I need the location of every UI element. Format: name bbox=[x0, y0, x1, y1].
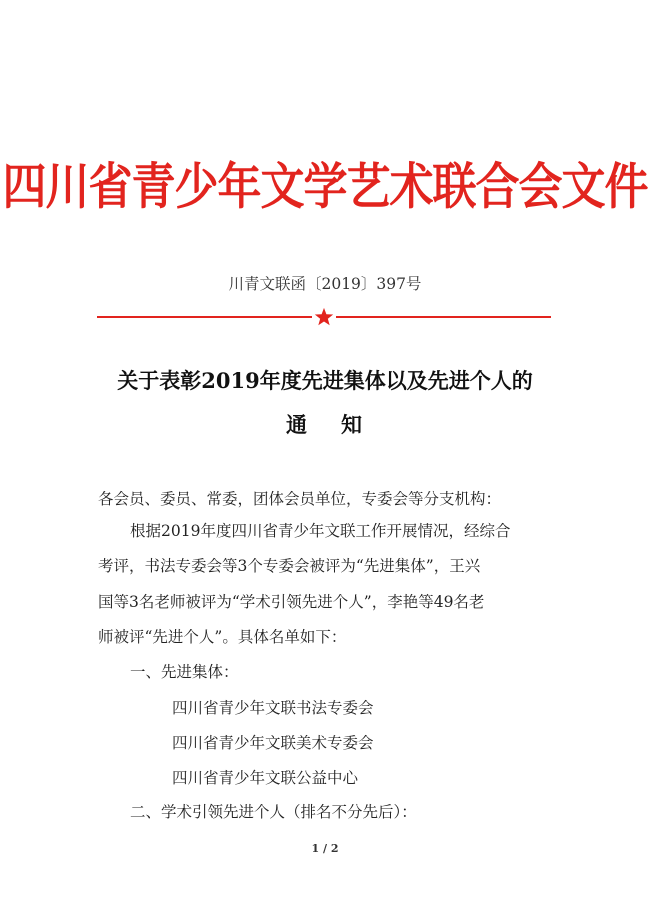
issuer-masthead: 四川省青少年文学艺术联合会文件 bbox=[2, 158, 648, 216]
section-heading-academic: 二、学术引领先进个人（排名不分先后）： bbox=[130, 803, 417, 821]
red-rule-left bbox=[97, 316, 312, 318]
salutation: 各会员、委员、常委，团体会员单位，专委会等分支机构： bbox=[98, 490, 502, 508]
red-star-icon bbox=[313, 306, 335, 328]
list-item: 四川省青少年文联美术专委会 bbox=[172, 734, 374, 752]
section-heading-collectives: 一、先进集体： bbox=[130, 663, 239, 681]
red-rule-right bbox=[336, 316, 551, 318]
notice-title-line2 bbox=[0, 410, 650, 440]
paragraph-line: 根据2019年度四川省青少年文联工作开展情况，经综合 bbox=[130, 522, 511, 540]
document-number: 川青文联函〔2019〕397号 bbox=[228, 275, 422, 293]
list-item: 四川省青少年文联书法专委会 bbox=[172, 699, 374, 717]
list-item: 四川省青少年文联公益中心 bbox=[172, 769, 359, 787]
paragraph-line: 考评，书法专委会等3个专委会被评为“先进集体”，王兴 bbox=[98, 557, 481, 575]
page-indicator: 1 / 2 bbox=[311, 842, 339, 855]
paragraph-line: 师被评“先进个人”。具体名单如下： bbox=[98, 628, 347, 646]
notice-title-line1: 关于表彰2019年度先进集体以及先进个人的 bbox=[117, 368, 533, 393]
notice-title-char2: 知 bbox=[341, 412, 364, 437]
paragraph-line: 国等3名老师被评为“学术引领先进个人”，李艳等49名老 bbox=[98, 593, 485, 611]
notice-title-char1: 通 bbox=[286, 412, 309, 437]
